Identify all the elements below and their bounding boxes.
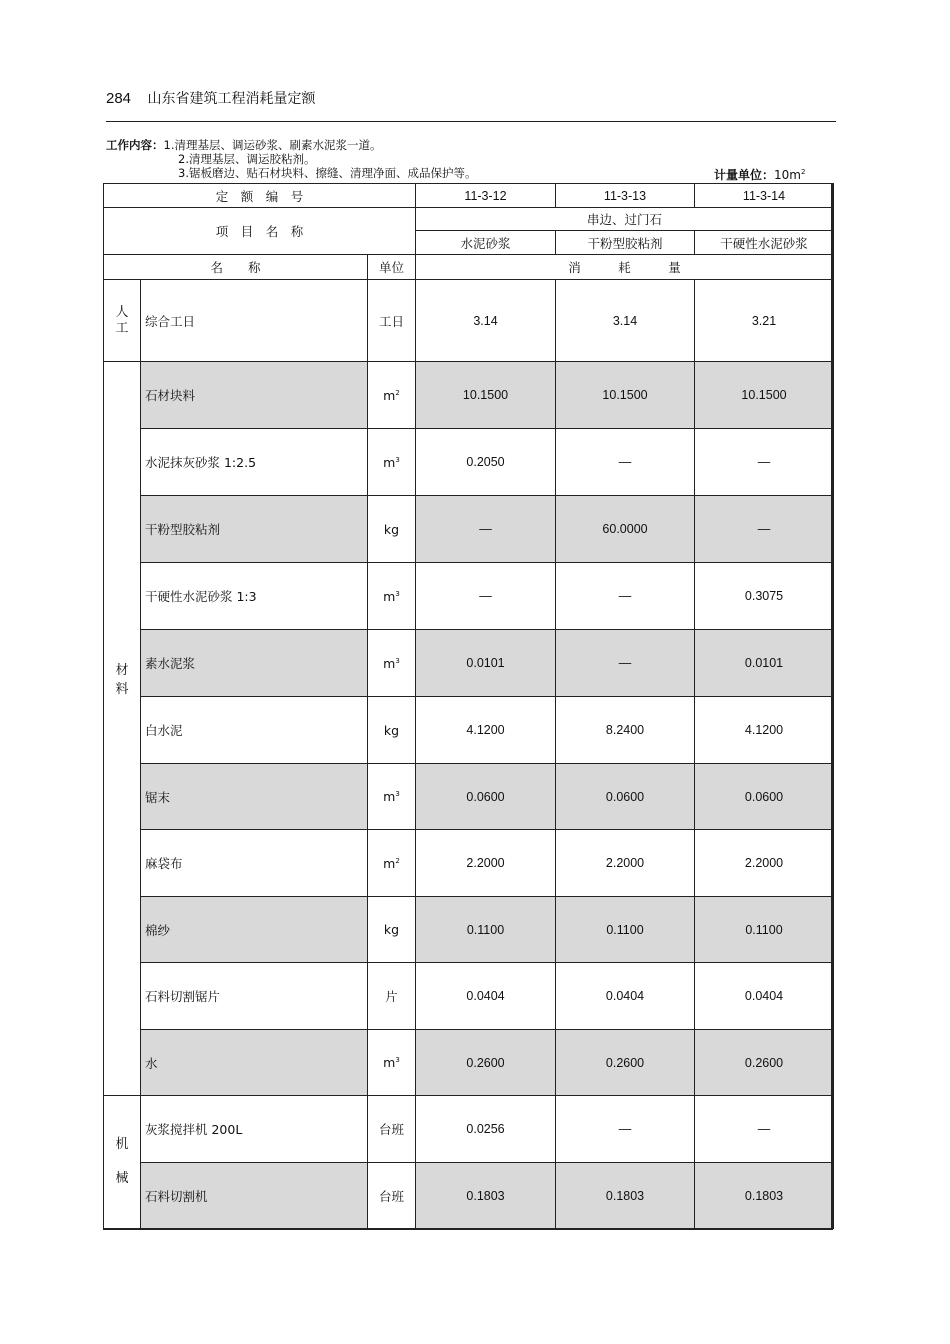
resource-name: 干粉型胶粘剂 — [141, 496, 368, 563]
consumption-value: 0.0600 — [416, 764, 556, 830]
consumption-value: — — [695, 429, 834, 496]
consumption-value: 10.1500 — [695, 362, 834, 429]
resource-unit — [368, 1030, 416, 1096]
consumption-value: 10.1500 — [416, 362, 556, 429]
quota-label: 定 额 编 号 — [104, 184, 416, 208]
consumption-value: 0.0101 — [695, 630, 834, 697]
unit-sup: 3 — [395, 455, 400, 464]
col-consume-header: 消 耗 量 — [416, 255, 834, 280]
resource-unit — [368, 630, 416, 697]
consumption-value: 0.2600 — [416, 1030, 556, 1096]
resource-unit — [368, 697, 416, 764]
consumption-value: 0.1803 — [695, 1163, 834, 1229]
consumption-value: 2.2000 — [416, 830, 556, 897]
unit-sup: 2 — [395, 856, 400, 865]
consumption-value: 0.0101 — [416, 630, 556, 697]
subname: 水泥砂浆 — [416, 231, 556, 255]
page-header — [106, 88, 315, 108]
consumption-value: 0.0600 — [556, 764, 695, 830]
unit-sup: 2 — [800, 168, 806, 176]
quota-code-row — [104, 184, 834, 208]
table-row — [104, 830, 834, 897]
work-content-label: 工作内容： — [106, 138, 164, 152]
resource-unit — [368, 563, 416, 630]
consumption-value: — — [695, 1096, 834, 1163]
consumption-value: 0.1100 — [416, 897, 556, 963]
measurement-unit — [714, 166, 805, 183]
resource-unit — [368, 963, 416, 1030]
table-row — [104, 697, 834, 764]
unit-text: m — [383, 1055, 396, 1070]
unit-text: m — [383, 855, 396, 871]
resource-name: 棉纱 — [141, 897, 368, 963]
quota-table — [103, 183, 834, 1229]
unit-text: kg — [383, 722, 400, 738]
resource-name: 石料切割锯片 — [141, 963, 368, 1030]
consumption-value: — — [556, 563, 695, 630]
unit-text: 台班 — [379, 1122, 405, 1137]
unit-sup: 3 — [395, 589, 400, 598]
unit-sup: 3 — [395, 1055, 400, 1064]
resource-unit — [368, 429, 416, 496]
consumption-value: 4.1200 — [416, 697, 556, 764]
unit-text: m — [383, 454, 396, 470]
category-label: 机 — [115, 1137, 129, 1152]
unit-text: kg — [383, 922, 400, 937]
consumption-value: — — [695, 496, 834, 563]
unit-sup: 3 — [395, 656, 400, 665]
consumption-value: 0.0600 — [695, 764, 834, 830]
group-name: 串边、过门石 — [416, 208, 834, 231]
work-item: 3.锯板磨边、贴石材块料、擦缝、清理净面、成品保护等。 — [178, 166, 477, 180]
resource-name: 石材块料 — [141, 362, 368, 429]
consumption-value: 3.14 — [556, 280, 695, 362]
consumption-value: 60.0000 — [556, 496, 695, 563]
quota-code: 11-3-13 — [556, 184, 695, 208]
book-title: 山东省建筑工程消耗量定额 — [147, 91, 316, 107]
resource-name: 水泥抹灰砂浆 1:2.5 — [141, 429, 368, 496]
category-label-stack — [104, 1128, 140, 1196]
consumption-value: — — [556, 1096, 695, 1163]
table-row — [104, 563, 834, 630]
consumption-value: 0.1100 — [695, 897, 834, 963]
unit-text: kg — [383, 521, 400, 537]
resource-unit — [368, 830, 416, 897]
resource-unit — [368, 897, 416, 963]
unit-label: 计量单位： — [714, 168, 775, 182]
resource-name: 综合工日 — [141, 280, 368, 362]
consumption-value: 0.0404 — [695, 963, 834, 1030]
table-row — [104, 362, 834, 429]
consumption-value: 0.0404 — [556, 963, 695, 1030]
table-row — [104, 496, 834, 563]
unit-text: m — [383, 387, 396, 403]
col-name-header: 名 称 — [104, 255, 368, 280]
resource-unit — [368, 362, 416, 429]
resource-unit — [368, 280, 416, 362]
unit-value: 10m — [774, 168, 801, 182]
consumption-value: 0.0256 — [416, 1096, 556, 1163]
consumption-value: 0.1100 — [556, 897, 695, 963]
resource-unit — [368, 764, 416, 830]
unit-text: m — [383, 789, 396, 804]
consumption-value: 4.1200 — [695, 697, 834, 764]
table-row — [104, 1030, 834, 1096]
column-header-row — [104, 255, 834, 280]
resource-name: 白水泥 — [141, 697, 368, 764]
page-number: 284 — [106, 90, 132, 107]
resource-name: 干硬性水泥砂浆 1:3 — [141, 563, 368, 630]
table-row — [104, 764, 834, 830]
unit-sup: 2 — [395, 388, 400, 397]
unit-text: 片 — [385, 989, 398, 1004]
category-label-stack — [104, 421, 140, 1037]
category-machine — [104, 1096, 141, 1229]
consumption-value: — — [416, 563, 556, 630]
category-material — [104, 362, 141, 1096]
item-name-label: 项 目 名 称 — [104, 208, 416, 255]
unit-text: m — [383, 588, 396, 604]
col-unit-header: 单位 — [368, 255, 416, 280]
consumption-value: 10.1500 — [556, 362, 695, 429]
consumption-value: 0.1803 — [416, 1163, 556, 1229]
unit-text: 工日 — [379, 313, 405, 329]
resource-unit — [368, 496, 416, 563]
quota-code: 11-3-14 — [695, 184, 834, 208]
consumption-value: 0.1803 — [556, 1163, 695, 1229]
consumption-value: 0.2050 — [416, 429, 556, 496]
quota-code: 11-3-12 — [416, 184, 556, 208]
category-labor — [104, 280, 141, 362]
consumption-value: 3.14 — [416, 280, 556, 362]
resource-unit — [368, 1163, 416, 1229]
work-content — [106, 138, 476, 180]
consumption-value: 0.0404 — [416, 963, 556, 1030]
subname: 干硬性水泥砂浆 — [695, 231, 834, 255]
consumption-value: 2.2000 — [556, 830, 695, 897]
category-label: 材 — [115, 662, 129, 678]
consumption-value: — — [416, 496, 556, 563]
resource-name: 锯末 — [141, 764, 368, 830]
work-item: 2.清理基层、调运胶粘剂。 — [178, 152, 316, 166]
consumption-value: — — [556, 630, 695, 697]
table-row — [104, 1096, 834, 1163]
group-row — [104, 208, 834, 231]
consumption-value: 0.2600 — [556, 1030, 695, 1096]
unit-sup: 3 — [395, 789, 400, 798]
unit-text: 台班 — [379, 1188, 405, 1204]
table-row — [104, 1163, 834, 1229]
table-row — [104, 897, 834, 963]
category-label: 人工 — [115, 304, 129, 336]
work-item: 1.清理基层、调运砂浆、刷素水泥浆一道。 — [163, 138, 382, 152]
table-row — [104, 963, 834, 1030]
table-row — [104, 630, 834, 697]
resource-name: 水 — [141, 1030, 368, 1096]
header-rule — [106, 121, 836, 122]
resource-name: 素水泥浆 — [141, 630, 368, 697]
resource-name: 麻袋布 — [141, 830, 368, 897]
table-row — [104, 429, 834, 496]
category-label: 料 — [115, 681, 129, 697]
table-row — [104, 280, 834, 362]
consumption-value: 0.3075 — [695, 563, 834, 630]
consumption-value: — — [556, 429, 695, 496]
resource-name: 灰浆搅拌机 200L — [141, 1096, 368, 1163]
consumption-value: 3.21 — [695, 280, 834, 362]
resource-unit — [368, 1096, 416, 1163]
unit-text: m — [383, 655, 396, 671]
resource-name: 石料切割机 — [141, 1163, 368, 1229]
category-label: 械 — [115, 1171, 129, 1186]
consumption-value: 0.2600 — [695, 1030, 834, 1096]
subname: 干粉型胶粘剂 — [556, 231, 695, 255]
consumption-value: 2.2000 — [695, 830, 834, 897]
consumption-value: 8.2400 — [556, 697, 695, 764]
